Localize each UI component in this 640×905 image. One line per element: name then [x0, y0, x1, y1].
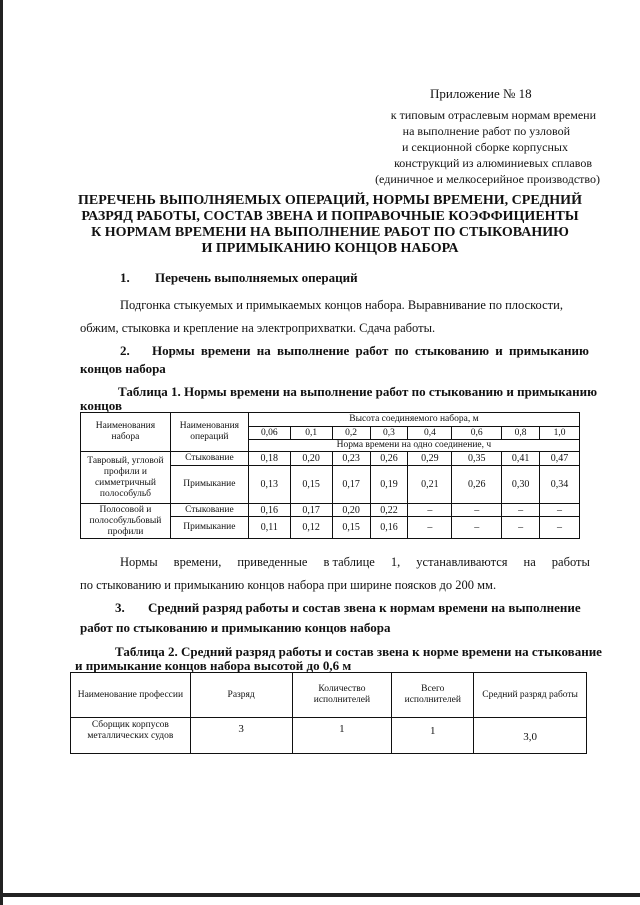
value-cell: 0,22	[370, 504, 408, 517]
header-norm: Норма времени на одно соединение, ч	[248, 440, 579, 452]
section3-number: 3.	[115, 600, 125, 615]
table-row	[81, 504, 580, 517]
value-cell: 0,23	[332, 452, 370, 466]
note-word: на	[523, 555, 536, 569]
value-cell: 0,34	[540, 466, 580, 504]
norms-table	[80, 412, 580, 539]
section1-heading: Перечень выполняемых операций	[155, 270, 358, 285]
value-cell: 0,26	[370, 452, 408, 466]
crew-table	[70, 672, 587, 754]
value-cell: –	[540, 517, 580, 539]
value-cell: 0,21	[408, 466, 452, 504]
header-operation: Наименования операций	[170, 413, 248, 452]
table-row	[71, 718, 587, 754]
value-cell: 0,17	[290, 504, 332, 517]
title-line: И ПРИМЫКАНИЮ КОНЦОВ НАБОРА	[201, 241, 459, 256]
value-cell: 0,35	[452, 452, 502, 466]
section3-heading: работ по стыкованию и примыканию концов набора	[80, 620, 391, 635]
title-line: РАЗРЯД РАБОТЫ, СОСТАВ ЗВЕНА И ПОПРАВОЧНЫЕ КОЭФФИЦИЕНТЫ	[81, 209, 579, 224]
section2-heading: Нормы времени на выполнение работ по стыкованию и примыканию	[152, 343, 589, 358]
value-cell: –	[452, 517, 502, 539]
value-cell: 0,20	[332, 504, 370, 517]
value-cell: 0,30	[502, 466, 540, 504]
note-line	[120, 555, 590, 570]
value-cell: 0,29	[408, 452, 452, 466]
header-profile: Наименования набора	[81, 413, 171, 452]
value-cell: 0,11	[248, 517, 290, 539]
section2-heading: концов набора	[80, 361, 166, 376]
note-text: по стыкованию и примыканию концов набора при ширине поясков до 200 мм.	[80, 578, 497, 592]
operation-cell: Примыкание	[170, 466, 248, 504]
value-cell: –	[452, 504, 502, 517]
value-cell: –	[540, 504, 580, 517]
appendix-line: к типовым отраслевым нормам времени	[390, 108, 596, 122]
header-profession: Наименование профессии	[71, 673, 191, 718]
height-cell: 0,06	[248, 427, 290, 440]
appendix-number: Приложение № 18	[430, 86, 532, 101]
value-cell: 0,15	[332, 517, 370, 539]
header-total: Всего исполнителей	[392, 673, 474, 718]
value-cell: 0,15	[290, 466, 332, 504]
value-cell: 0,16	[370, 517, 408, 539]
header-height: Высота соединяемого набора, м	[248, 413, 579, 427]
value-cell: 0,13	[248, 466, 290, 504]
header-avg-grade: Средний разряд работы	[474, 673, 587, 718]
section1-number: 1.	[120, 270, 130, 285]
table2-caption: Таблица 2. Средний разряд работы и состав звена к норме времени на стыкование	[115, 644, 602, 659]
appendix-line: и секционной сборке корпусных	[401, 140, 568, 154]
appendix-line: (единичное и мелкосерийное производство)	[375, 172, 600, 186]
value-cell: 0,19	[370, 466, 408, 504]
value-cell: 0,41	[502, 452, 540, 466]
count-cell: 1	[292, 718, 392, 754]
value-cell: 0,12	[290, 517, 332, 539]
note-word: времени,	[173, 555, 222, 569]
table1-caption: концов	[80, 398, 122, 413]
value-cell: –	[502, 517, 540, 539]
note-word: 1,	[390, 555, 401, 569]
profile-cell: Тавровый, угловой профили и симметричный полособульб	[81, 452, 171, 504]
appendix-line: конструкций из алюминиевых сплавов	[394, 156, 592, 170]
operation-cell: Стыкование	[170, 452, 248, 466]
scan-bottom-edge	[0, 893, 640, 897]
section1-text: обжим, стыковка и крепление на электроприхватки. Сдача работы.	[80, 321, 436, 335]
note-word: приведенные	[237, 555, 308, 569]
value-cell: 0,20	[290, 452, 332, 466]
profession-cell: Сборщик корпусов металлических судов	[71, 718, 191, 754]
height-cell: 1,0	[540, 427, 580, 440]
value-cell: 0,26	[452, 466, 502, 504]
scan-left-edge	[0, 0, 3, 905]
value-cell: –	[502, 504, 540, 517]
header-count: Количество исполнителей	[292, 673, 392, 718]
document-title	[60, 193, 600, 257]
header-grade: Разряд	[190, 673, 292, 718]
title-line: ПЕРЕЧЕНЬ ВЫПОЛНЯЕМЫХ ОПЕРАЦИЙ, НОРМЫ ВРЕМЕНИ, СРЕДНИЙ	[78, 193, 582, 208]
height-cell: 0,6	[452, 427, 502, 440]
title-line: К НОРМАМ ВРЕМЕНИ НА ВЫПОЛНЕНИЕ РАБОТ ПО СТЫКОВАНИЮ	[91, 225, 569, 240]
grade-cell: 3	[190, 718, 292, 754]
height-cell: 0,3	[370, 427, 408, 440]
section3-heading: Средний разряд работы и состав звена к нормам времени на выполнение	[148, 600, 581, 615]
height-cell: 0,1	[290, 427, 332, 440]
value-cell: 0,18	[248, 452, 290, 466]
value-cell: –	[408, 517, 452, 539]
height-cell: 0,4	[408, 427, 452, 440]
operation-cell: Примыкание	[170, 517, 248, 539]
appendix-line: на выполнение работ по узловой	[402, 124, 570, 138]
table1-caption: Таблица 1. Нормы времени на выполнение работ по стыкованию и примыканию	[118, 384, 598, 399]
value-cell: 0,16	[248, 504, 290, 517]
height-cell: 0,2	[332, 427, 370, 440]
note-word: в таблице	[323, 555, 375, 569]
table2-caption: и примыкание концов набора высотой до 0,6 м	[75, 658, 352, 673]
value-cell: 0,17	[332, 466, 370, 504]
profile-cell: Полосовой и полособульбовый профили	[81, 504, 171, 539]
value-cell: –	[408, 504, 452, 517]
note-word: устанавливаются	[416, 555, 508, 569]
note-word: Нормы	[120, 555, 158, 569]
avg-grade-cell: 3,0	[474, 718, 587, 754]
section2-number: 2.	[120, 343, 130, 358]
value-cell: 0,47	[540, 452, 580, 466]
section1-text: Подгонка стыкуемых и примыкаемых концов набора. Выравнивание по плоскости,	[120, 298, 563, 312]
note-word: работы	[551, 555, 590, 569]
operation-cell: Стыкование	[170, 504, 248, 517]
total-cell: 1	[392, 718, 474, 754]
height-cell: 0,8	[502, 427, 540, 440]
table-row	[81, 452, 580, 466]
